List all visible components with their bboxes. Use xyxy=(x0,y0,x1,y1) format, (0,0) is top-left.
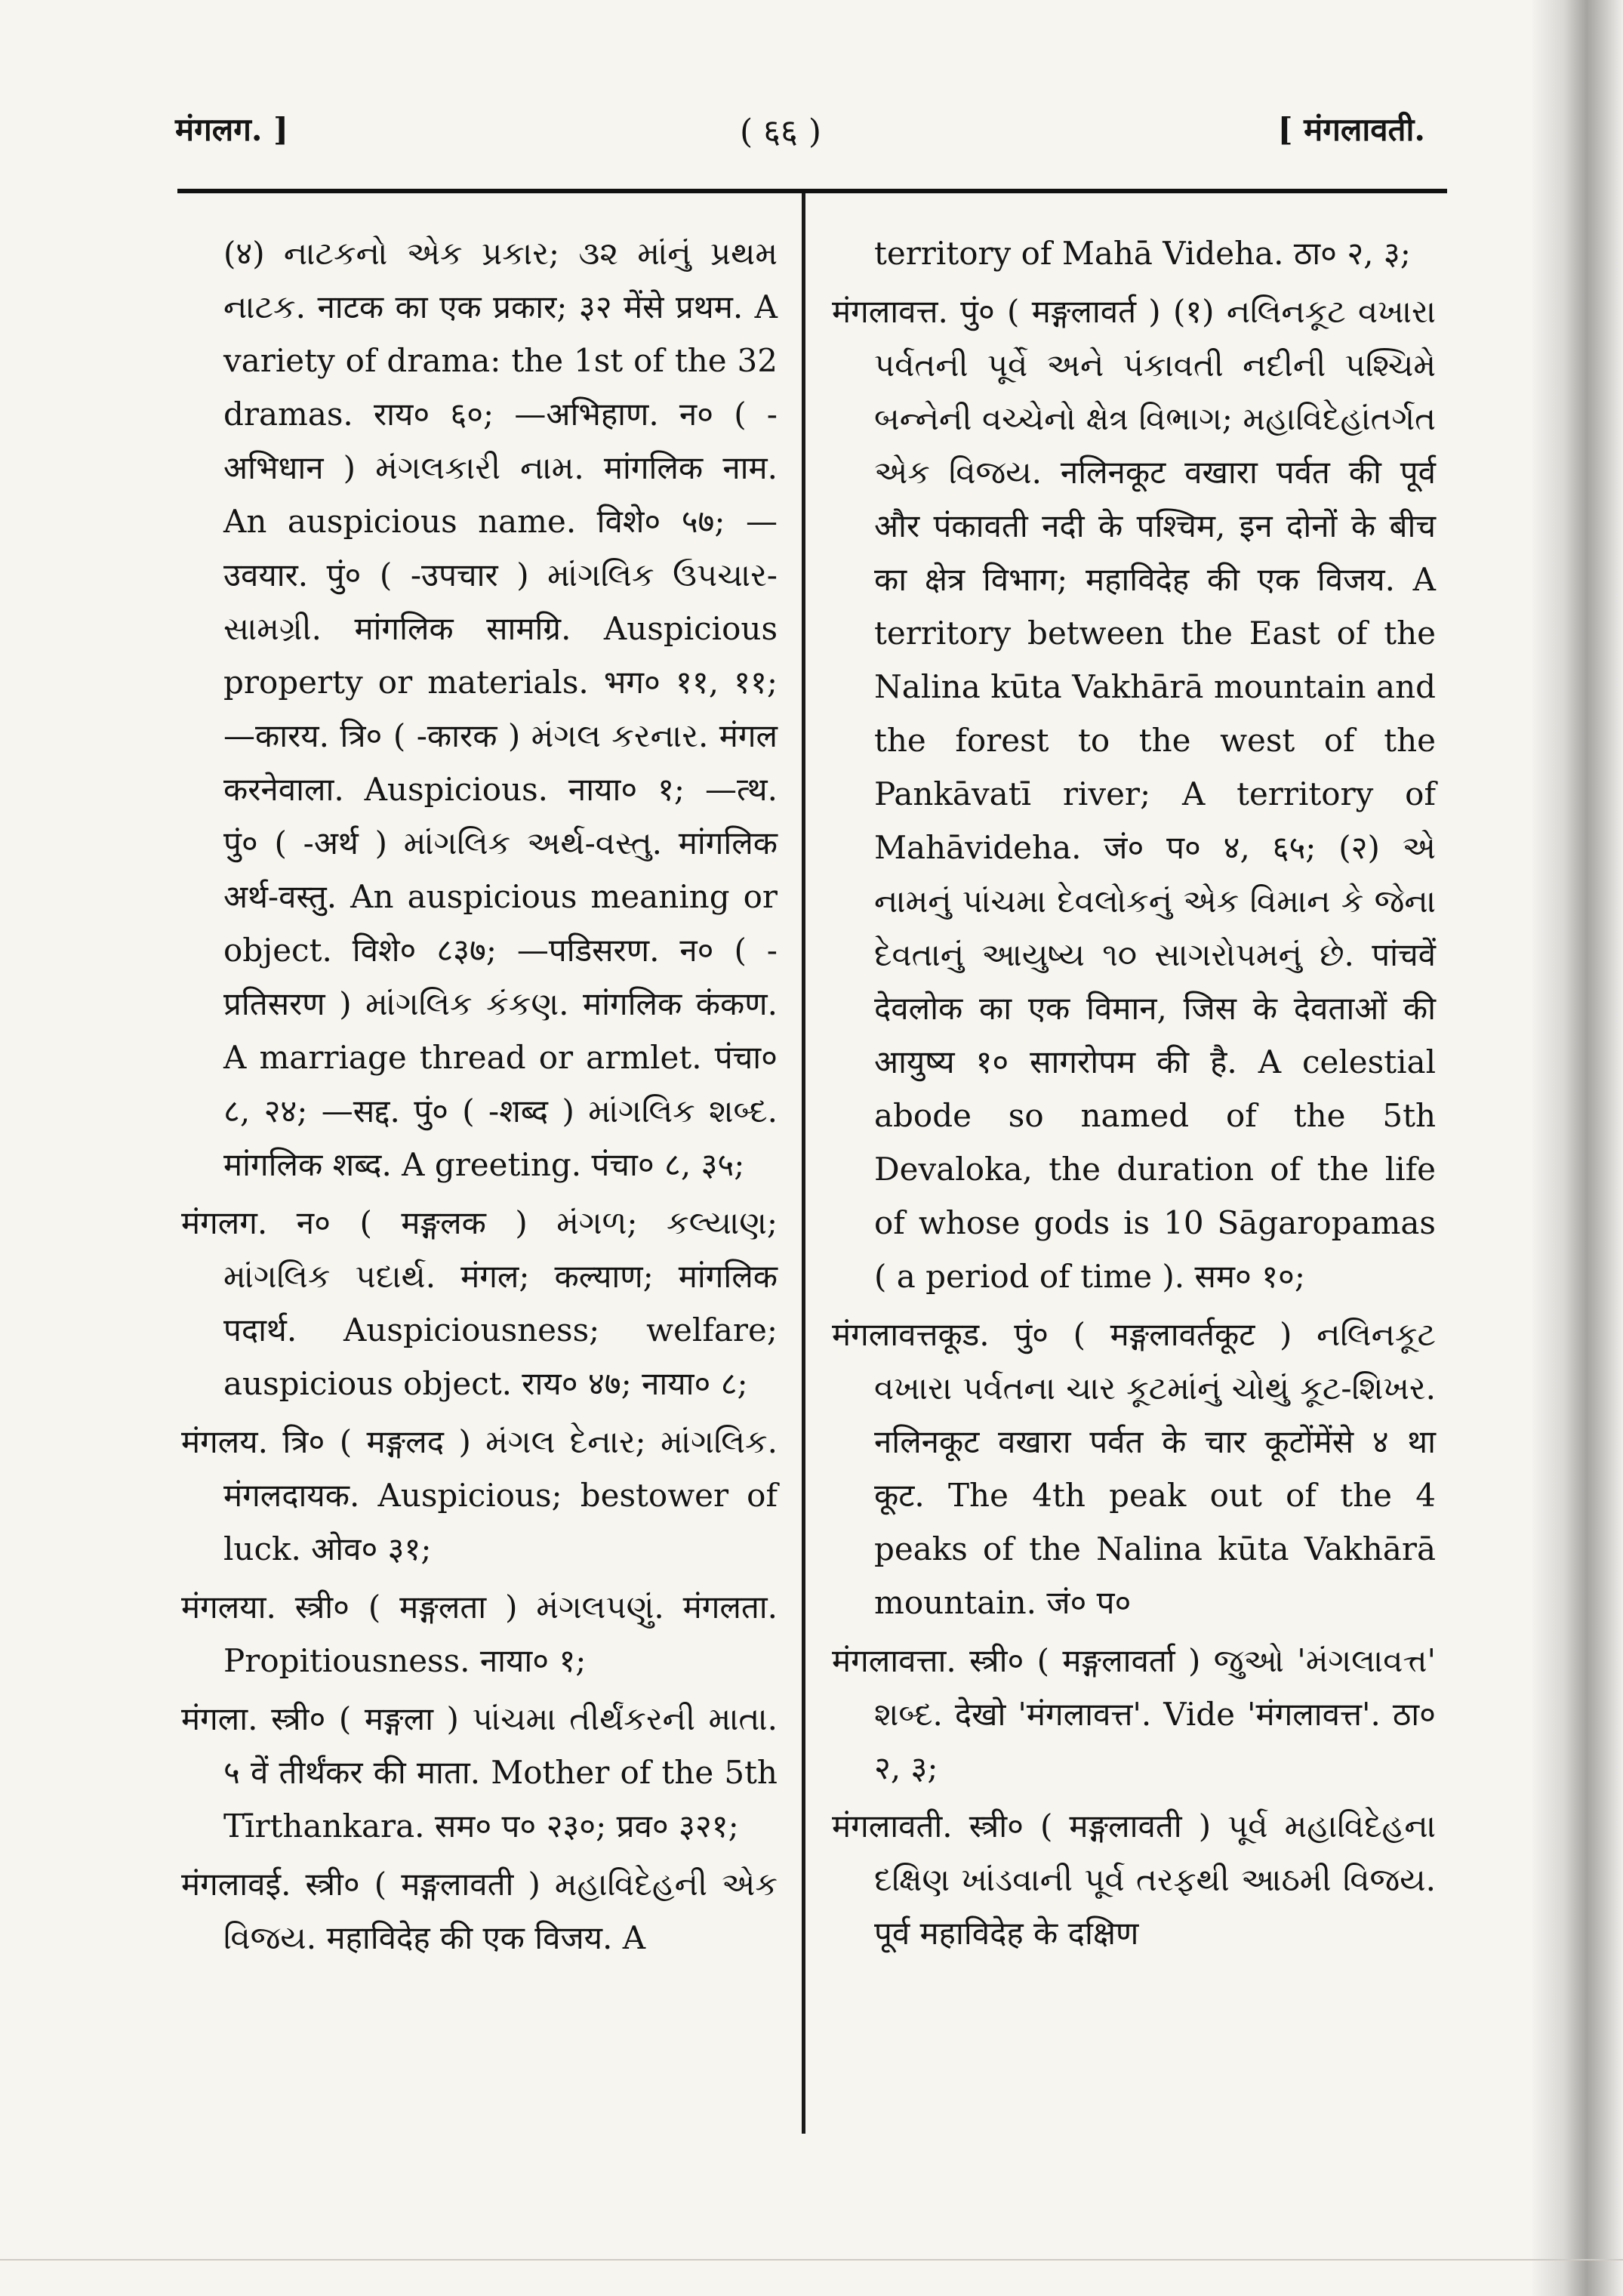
entry-mangala: मंगला. स्त्री० ( मङ्गला ) પાંચમા તીર્થંકરની માતા. ५ वें तीर्थंकर की माता. Mother of the 5th Tīrthankara. सम० प० २३०; प्रव० ३२१; xyxy=(181,1700,778,1845)
entry-mangalaya: मंगलय. त्रि० ( मङ्गलद ) મંગલ દેનાર; માંગલિક. मंगलदायक. Auspicious; bestower of luck. ओव० ३१; xyxy=(181,1423,778,1567)
page-number: ( ६६ ) xyxy=(740,112,822,151)
entry-mangalavatta-stri: मंगलावत्ता. स्त्री० ( मङ्गलावर्ता ) જુઓ 'મંગલાવત્ત' શબ્દ. देखो 'मंगलावत्त'. Vide 'मंगलावत्त'. ठा० २, ३; xyxy=(832,1642,1436,1786)
page-edge-shadow xyxy=(1532,0,1623,2296)
entry-continuation-right: territory of Mahā Videha. ठा० २, ३; xyxy=(874,235,1411,272)
bottom-edge-line xyxy=(0,2259,1623,2261)
header-right-word: [ मंगलावती. xyxy=(1277,111,1425,148)
entry-mangalavattakuda: मंगलावत्तकूड. पुं० ( मङ्गलावर्तकूट ) નલિનકૂટ વખારા પર્વતના ચાર કૂટમાંનું ચોથું કૂટ-શિખર. नलिनकूट वखारा पर्वत के चार कूटोंमेंसे ४ था कूट. The 4th peak out of the 4 peaks of the Nalina kūta Vakhārā mountain. जं० प० xyxy=(832,1316,1436,1621)
left-column xyxy=(181,227,778,1969)
entry-mangalavai: मंगलावई. स्त्री० ( मङ्गलावती ) મહાવિદેહની એક વિજય. महाविदेह की एक विजय. A xyxy=(181,1866,778,1956)
column-divider xyxy=(802,193,805,2134)
header-rule xyxy=(177,189,1447,193)
entry-mangalavati: मंगलावती. स्त्री० ( मङ्गलावती ) પૂર્વ મહાવિદેહના દક્ષિણ ખાંડવાની પૂર્વ તરફથી આઠમી વિજય. पूर्व महाविदेह के दक्षिण xyxy=(832,1808,1436,1952)
entry-continuation: (४) નાટકનો એક પ્રકાર; ૩૨ માંનું પ્રથમ નાટક. नाटक का एक प्रकार; ३२ मेंसे प्रथम. A variety of drama: the 1st of the 32 dramas. राय० ६०; —अभिहाण. न० ( -अभिधान ) મંગલકારી નામ. मांगलिक नाम. An auspicious name. विशे० ५७; —उवयार. पुं० ( -उपचार ) માંગલિક ઉપચાર-સામગ્રી. मांगलिक सामग्रि. Auspicious property or materials. भग० ११, ११; —कारय. त्रि० ( -कारक ) મંગલ કરનાર. मंगल करनेवाला. Auspicious. नाया० १; —त्थ. पुं० ( -अर्थ ) માંગલિક અર્થ-વસ્તુ. मांगलिक अर्थ-वस्तु. An auspicious meaning or object. विशे० ८३७; —पडिसरण. न० ( -प्रतिसरण ) માંગલિક કંકણ. मांगलिक कंकण. A marriage thread or armlet. पंचा० ८, २४; —सद्द. पुं० ( -शब्द ) માંગલિક શબ્દ. मांगलिक शब्द. A greeting. पंचा० ८, ३५; xyxy=(223,235,778,1183)
entry-mangalaga: मंगलग. न० ( मङ्गलक ) મંગળ; કલ્યાણ; માંગલિક પદાર્થ. मंगल; कल्याण; मांगलिक पदार्थ. Auspiciousness; welfare; auspicious object. राय० ४७; नाया० ८; xyxy=(181,1204,778,1402)
entry-mangalaya-stri: मंगलया. स्त्री० ( मङ्गलता ) મંગલપણું. मंगलता. Propitiousness. नाया० १; xyxy=(181,1589,778,1679)
entry-mangalavatta: मंगलावत्त. पुं० ( मङ्गलावर्त ) (१) નલિનકૂટ વખારા પર્વતની પૂર્વે અને પંકાવતી નદીની પશ્ચિમે બન્નેની વચ્ચેનો ક્ષેત્ર વિભાગ; મહાવિદેહાંતર્ગત એક વિજય. नलिनकूट वखारा पर्वत की पूर्व और पंकावती नदी के पश्चिम, इन दोनों के बीच का क्षेत्र विभाग; महाविदेह की एक विजय. A territory between the East of the Nalina kūta Vakhārā mountain and the forest to the west of the Pankāvatī river; A territory of Mahāvideha. जं० प० ४, ६५; (२) એ નામનું પાંચમા દેવલોકનું એક વિમાન કે જેના દેવતાનું આયુષ્ય ૧૦ સાગરોપમનું છે. पांचवें देवलोक का एक विमान, जिस के देवताओं की आयुष्य १० सागरोपम की है. A celestial abode so named of the 5th Devaloka, the duration of the life of whose gods is 10 Sāgaropamas ( a period of time ). सम० १०; xyxy=(832,293,1436,1295)
right-column xyxy=(832,227,1436,1965)
header-left-word: मंगलग. ] xyxy=(175,111,289,148)
